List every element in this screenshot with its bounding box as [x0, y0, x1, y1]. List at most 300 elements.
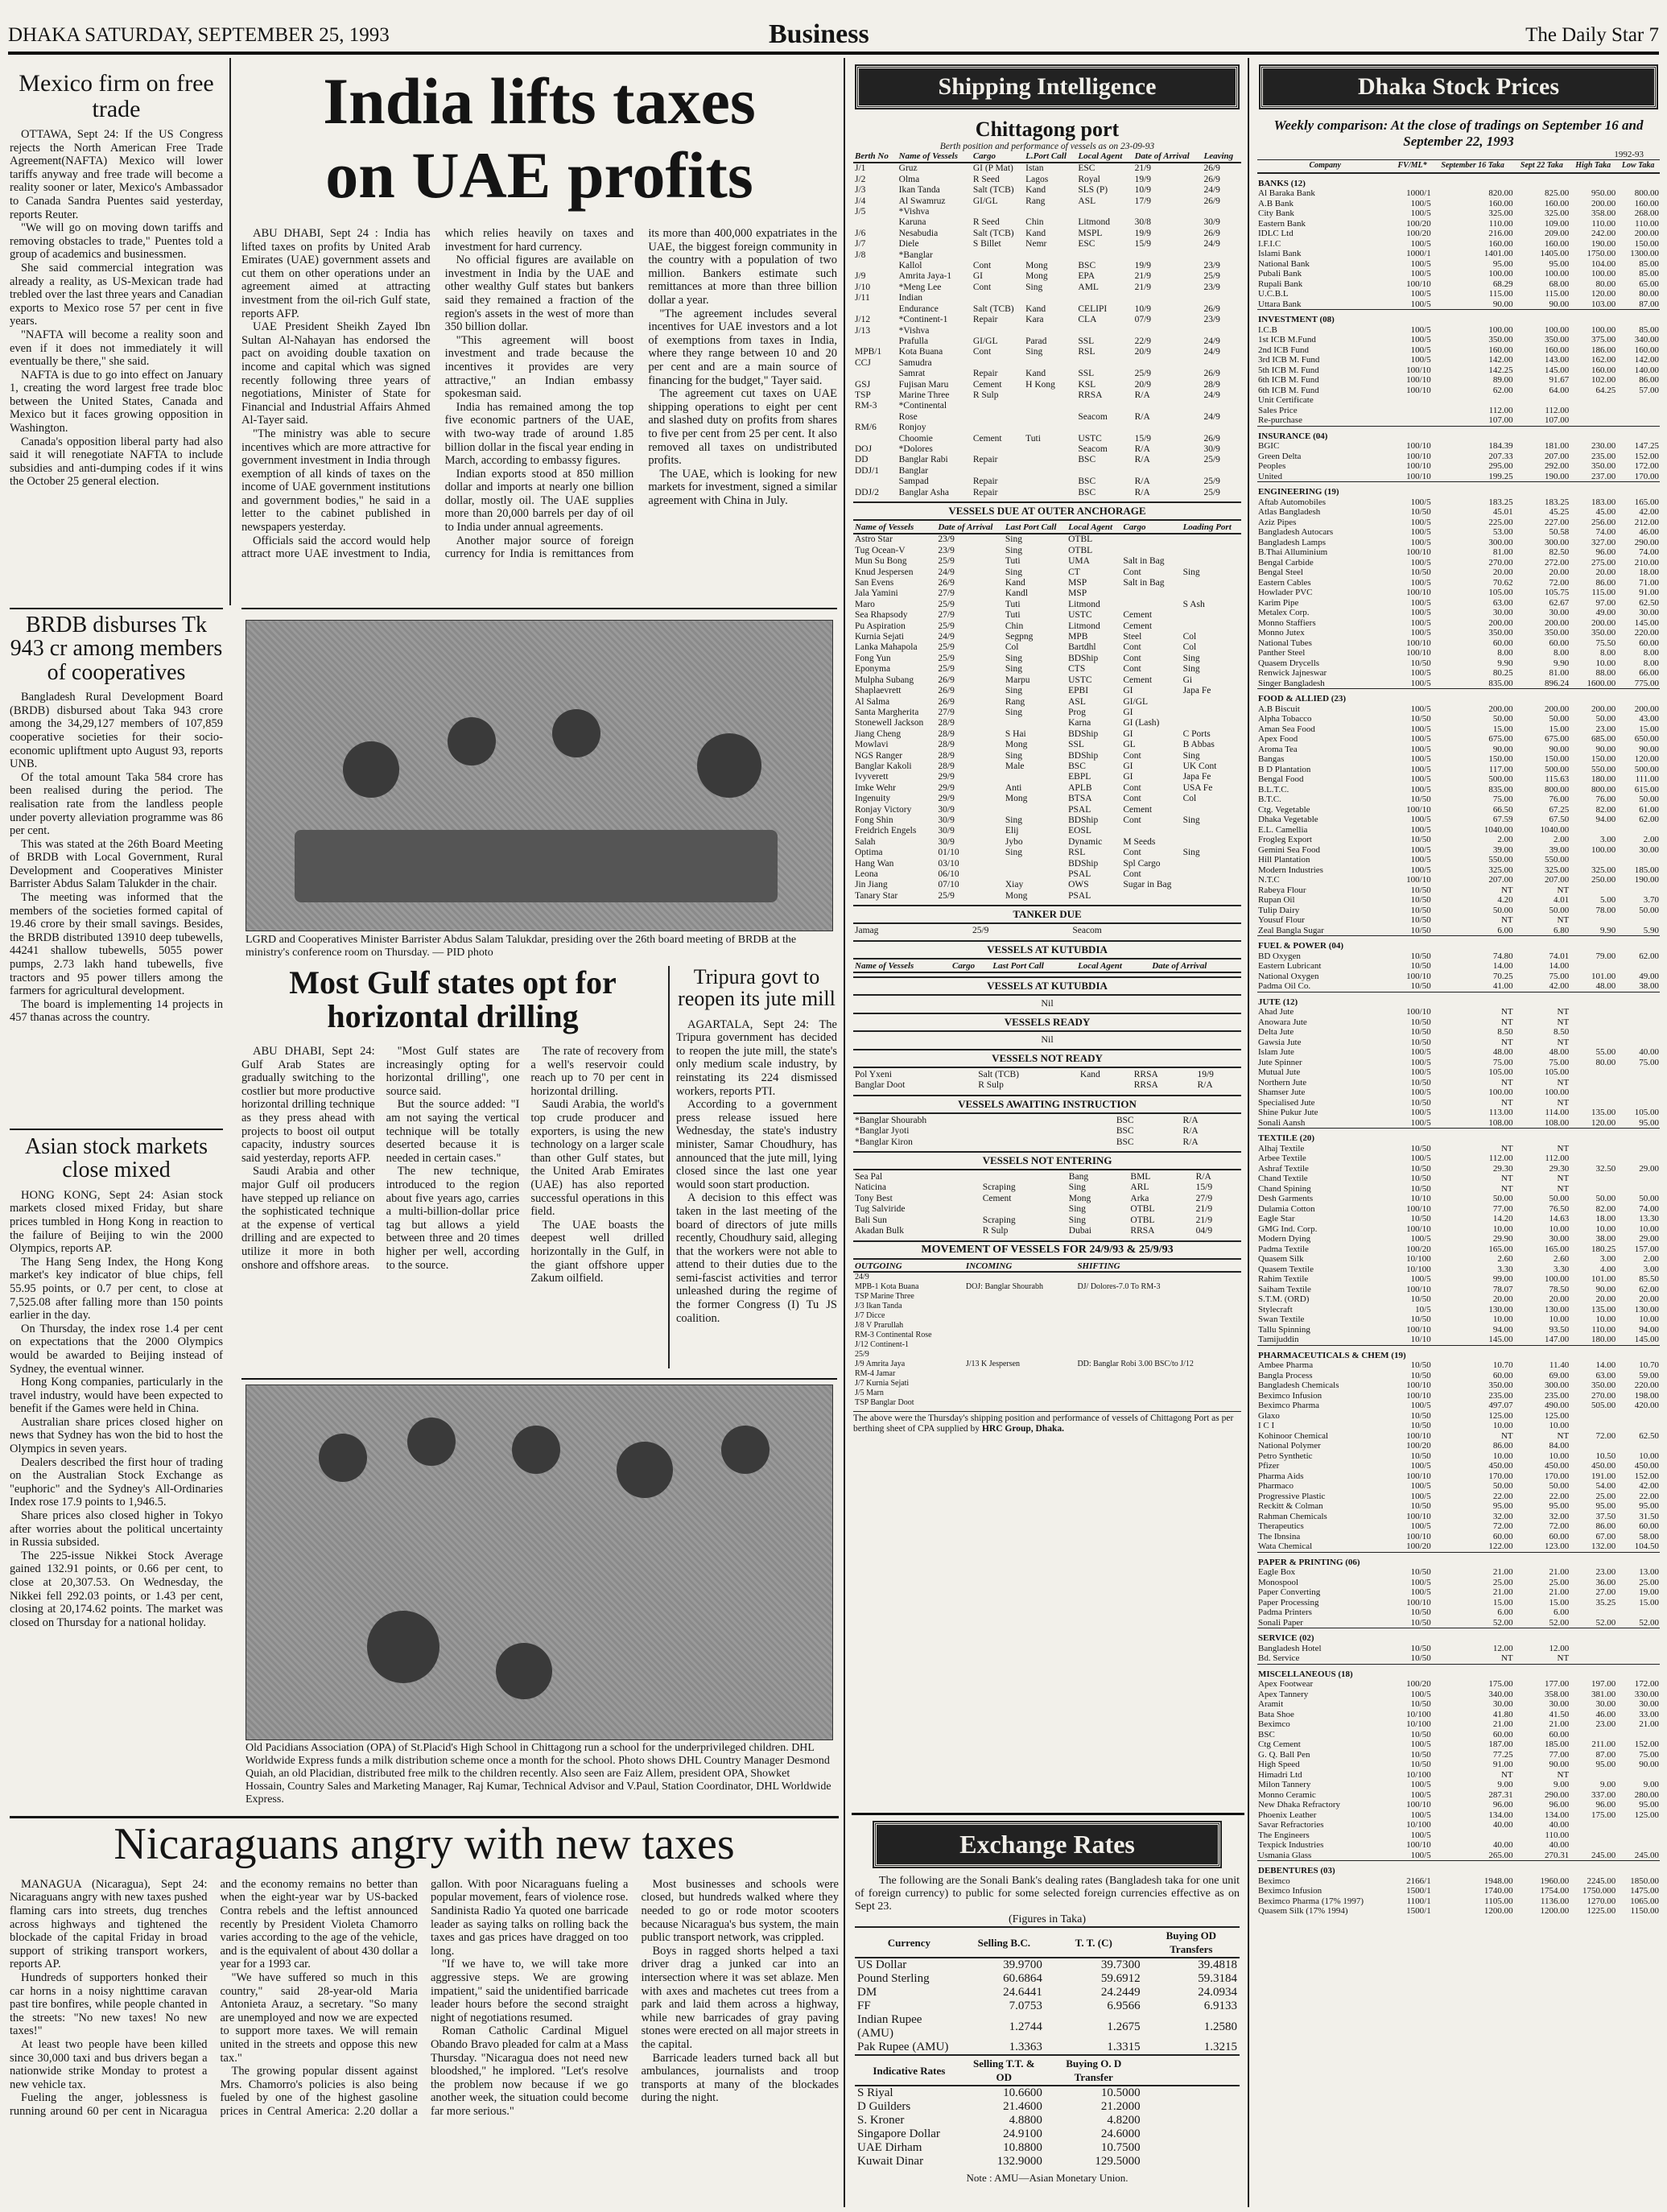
- divider: [668, 966, 670, 1368]
- table-cell: NT: [1557, 1017, 1570, 1027]
- table-row: [1257, 981, 1660, 992]
- table-cell: Mun Su Bong: [855, 556, 907, 567]
- table-cell: 53.00: [1492, 527, 1513, 537]
- table-row: [1257, 1098, 1660, 1108]
- table-cell: RRSA: [1133, 1070, 1158, 1080]
- table-cell: 207.33: [1488, 451, 1513, 461]
- table-cell: 212.00: [1634, 517, 1659, 527]
- table-cell: NT: [1557, 1769, 1570, 1780]
- table-cell: Stylecraft: [1258, 1304, 1293, 1314]
- table-cell: 60.00: [1549, 638, 1570, 648]
- table-cell: 1960.00: [1540, 1876, 1570, 1886]
- group-name: SERVICE (02): [1257, 1628, 1660, 1644]
- table-cell: 15/9: [1195, 1182, 1213, 1193]
- table-cell: 38.00: [1639, 981, 1659, 991]
- dse-title: Weekly comparison: At the close of tradings on September 16 and September 22, 1993: [1273, 118, 1644, 149]
- table-cell: [1570, 1098, 1616, 1108]
- table-row: [853, 654, 1241, 664]
- table-cell: [972, 423, 1024, 433]
- table-cell: Salt (TCB): [972, 303, 1014, 314]
- table-cell: 25/9: [855, 1349, 869, 1359]
- table-cell: 490.00: [1544, 1401, 1570, 1410]
- table-cell: 23.00: [1595, 1567, 1616, 1577]
- table-cell: Cement: [1123, 610, 1153, 621]
- table-cell: 15.00: [1492, 724, 1513, 734]
- table-cell: NT: [1500, 1017, 1513, 1027]
- table-cell: [1182, 891, 1241, 902]
- table-cell: Islami Bank: [1258, 249, 1302, 258]
- table-cell: 84.00: [1549, 1441, 1570, 1451]
- table-cell: R Sulp: [978, 1080, 1004, 1091]
- table-cell: 76.00: [1595, 794, 1616, 804]
- table-cell: 235.00: [1488, 1390, 1513, 1401]
- table-cell: 39.00: [1492, 844, 1513, 855]
- table-cell: Olma: [898, 174, 920, 184]
- table-cell: 36.00: [1595, 1577, 1616, 1587]
- table-cell: Spl Cargo: [1123, 858, 1161, 869]
- table-cell: S Riyal: [857, 2086, 893, 2099]
- table-cell: 105.00: [1544, 1067, 1570, 1077]
- table-cell: [1570, 1153, 1616, 1164]
- table-cell: GL: [1123, 740, 1136, 750]
- table-row: [853, 1070, 1241, 1080]
- table-row: [1257, 406, 1660, 416]
- table-cell: 100/10: [1406, 365, 1431, 375]
- table-cell: [1024, 326, 1076, 336]
- table-row: [1257, 1294, 1660, 1305]
- table-cell: 95.00: [1595, 1760, 1616, 1769]
- table-cell: 14.00: [1492, 961, 1513, 971]
- table-cell: 235.00: [1591, 451, 1616, 461]
- table-cell: Chin: [1025, 217, 1044, 228]
- table-cell: [1616, 1067, 1660, 1078]
- table-cell: 10/50: [1410, 1410, 1431, 1421]
- table-row: [1257, 785, 1660, 795]
- article-body: [10, 128, 223, 489]
- table-cell: R/A: [1134, 390, 1150, 400]
- table-cell: Bangladesh Hotel: [1258, 1643, 1322, 1653]
- table-row: [853, 1116, 1241, 1126]
- table-cell: J/7: [855, 239, 866, 250]
- table-cell: 28/9: [938, 761, 955, 771]
- table-cell: 115.00: [1545, 289, 1570, 299]
- table-cell: USTC: [1068, 675, 1092, 685]
- table-cell: B.Thai Alluminium: [1258, 547, 1328, 557]
- table-cell: [964, 1272, 1076, 1282]
- table-row: [853, 401, 1241, 411]
- table-cell: 95.00: [1595, 1501, 1616, 1511]
- table-row: [853, 336, 1241, 347]
- table-row: [1257, 1618, 1660, 1628]
- table-row: [1257, 588, 1660, 598]
- table-cell: J/7 Dicce: [855, 1310, 885, 1320]
- table-cell: [1024, 412, 1076, 423]
- table-cell: 95.00: [1639, 1501, 1659, 1511]
- table-cell: 23.00: [1595, 1719, 1616, 1729]
- table-cell: 100/10: [1406, 648, 1431, 658]
- table-cell: 105.00: [1488, 1067, 1513, 1077]
- table-cell: 57.00: [1639, 385, 1659, 395]
- table-cell: [1079, 1080, 1133, 1091]
- table-cell: 270.31: [1544, 1850, 1570, 1860]
- table-cell: 245.00: [1634, 1850, 1659, 1860]
- table-cell: Sing: [1005, 815, 1022, 825]
- outer-anchorage-title: VESSELS DUE AT OUTER ANCHORAGE: [853, 501, 1241, 521]
- table-cell: [1202, 401, 1241, 411]
- table-cell: 198.00: [1634, 1390, 1659, 1401]
- table-cell: [1616, 1653, 1660, 1664]
- table-cell: Samrat: [898, 369, 926, 379]
- table-row: [1257, 1521, 1660, 1532]
- table-cell: 14.20: [1492, 1214, 1513, 1224]
- table-cell: [1024, 401, 1076, 411]
- table-cell: 100/10: [1406, 875, 1431, 885]
- table-cell: Aroma Tea: [1258, 744, 1298, 754]
- table-row: [1257, 1204, 1660, 1215]
- table-row: [853, 455, 1241, 465]
- column-header: Date of Arrival: [1150, 961, 1241, 972]
- table-cell: R/A: [1134, 487, 1150, 497]
- table-cell: 8.50: [1497, 1027, 1513, 1037]
- table-cell: [1133, 466, 1203, 477]
- table-cell: 1136.00: [1540, 1896, 1570, 1906]
- table-cell: 90.00: [1549, 299, 1570, 309]
- table-cell: 675.00: [1488, 734, 1513, 744]
- table-cell: 100/5: [1410, 1491, 1431, 1501]
- table-cell: 325.00: [1591, 865, 1616, 875]
- table-cell: 10/50: [1410, 961, 1431, 971]
- table-cell: 99.00: [1492, 1274, 1513, 1284]
- table-cell: 10/50: [1410, 1037, 1431, 1047]
- group-name: BANKS (12): [1257, 173, 1660, 189]
- table-row: [1257, 1325, 1660, 1335]
- table-cell: 100/5: [1410, 628, 1431, 638]
- table-row: [1257, 1244, 1660, 1255]
- table-cell: 10/50: [1410, 1653, 1431, 1663]
- table-cell: UK Cont: [1182, 761, 1217, 771]
- table-cell: 3.00: [1643, 1264, 1659, 1274]
- table-cell: *Dolores: [898, 444, 933, 454]
- table-cell: 100/5: [1410, 774, 1431, 784]
- table-row: [1257, 1598, 1660, 1608]
- table-cell: 1000/1: [1406, 188, 1431, 198]
- table-cell: [1616, 1007, 1660, 1017]
- table-row: [1257, 835, 1660, 845]
- table-cell: 100.00: [1544, 1087, 1570, 1097]
- table-cell: 64.00: [1549, 385, 1570, 395]
- table-cell: 90.00: [1639, 1760, 1659, 1769]
- table-cell: 110.00: [1488, 218, 1513, 229]
- group-header: [1257, 1664, 1660, 1679]
- table-cell: 30/9: [1203, 217, 1220, 228]
- table-cell: 100/5: [1410, 198, 1431, 208]
- table-cell: [964, 1340, 1076, 1350]
- table-row: [1257, 754, 1660, 765]
- table-cell: 100/5: [1410, 1689, 1431, 1699]
- separator: [241, 1378, 837, 1380]
- table-cell: [1075, 1369, 1241, 1379]
- paragraph: The 225-issue Nikkei Stock Average gained 132.91 points, or 0.66 per cent, to close at 20,307.53. On Wednesday, the Nikkei fell 292.03 points, or 1.43 per cent, closing at 20,174.62 points. The market was closed on Thursday for a national holiday.: [10, 1549, 223, 1629]
- table-cell: 60.6864: [1003, 1972, 1042, 1985]
- table-cell: Banglar Rabi: [898, 455, 948, 465]
- table-cell: Bang: [1068, 1172, 1089, 1182]
- table-cell: 50.00: [1549, 714, 1570, 724]
- table-cell: *Banglar Kiron: [855, 1137, 913, 1147]
- table-cell: 26/9: [1203, 228, 1220, 238]
- article-gulf: [241, 966, 664, 1376]
- table-row: [1257, 1305, 1660, 1315]
- table-row: [1257, 1027, 1660, 1038]
- table-cell: [1076, 207, 1133, 217]
- table-cell: 20.00: [1595, 567, 1616, 577]
- table-cell: [1393, 415, 1431, 426]
- table-cell: Sing: [1182, 848, 1200, 858]
- table-cell: 130.00: [1544, 1304, 1570, 1314]
- table-cell: 325.00: [1488, 208, 1513, 218]
- table-cell: NT: [1500, 1183, 1513, 1194]
- table-row: [1257, 745, 1660, 755]
- table-cell: Sonali Aansh: [1258, 1117, 1306, 1128]
- table-cell: 14.00: [1595, 1360, 1616, 1370]
- table-cell: 20/9: [1134, 347, 1152, 357]
- table-cell: 100/5: [1410, 608, 1431, 617]
- table-cell: 85.00: [1639, 269, 1659, 279]
- table-cell: Singapore Dollar: [857, 2127, 940, 2140]
- table-cell: 197.00: [1591, 1679, 1616, 1689]
- table-cell: 100/5: [1410, 1810, 1431, 1820]
- table-cell: 30/9: [938, 815, 955, 825]
- table-cell: H Kong: [1025, 379, 1055, 390]
- table-cell: 100/5: [1410, 1739, 1431, 1749]
- table-row: [1257, 1194, 1660, 1204]
- headline: Tripura govt to reopen its jute mill: [678, 966, 836, 1011]
- table-row: [1257, 199, 1660, 209]
- table-cell: 200.00: [1591, 617, 1616, 628]
- table-row: [853, 271, 1241, 282]
- table-cell: 102.00: [1591, 375, 1616, 385]
- table-cell: *Banglar Jyoti: [855, 1126, 910, 1137]
- table-row: [1257, 1401, 1660, 1411]
- table-cell: Kota Buana: [898, 347, 943, 357]
- table-cell: Banglar Doot: [855, 1080, 906, 1091]
- table-cell: Elij: [1005, 826, 1019, 836]
- table-row: [1257, 1314, 1660, 1325]
- table-cell: Japa Fe: [1182, 772, 1211, 782]
- table-cell: Cont: [1123, 664, 1141, 675]
- table-cell: 40.00: [1639, 1047, 1659, 1057]
- table-cell: 29.00: [1639, 1163, 1659, 1174]
- table-cell: Monno Jutex: [1258, 628, 1305, 638]
- paragraph: The UAE, which is looking for new markets for investment, signed a similar agreement with China in July.: [648, 467, 837, 507]
- table-row: [853, 772, 1241, 782]
- table-cell: GI: [972, 271, 983, 282]
- table-row: [853, 423, 1241, 433]
- table-row: [853, 477, 1241, 487]
- table-cell: 835.00: [1488, 784, 1513, 794]
- table-cell: 105.00: [1488, 588, 1513, 597]
- table-cell: 165.00: [1488, 1244, 1513, 1254]
- photo-brdb-meeting: [246, 620, 833, 931]
- table-cell: 100/10: [1406, 1380, 1431, 1390]
- table-cell: Cont: [1123, 750, 1141, 761]
- table-cell: 24.6000: [1100, 2127, 1141, 2140]
- column-header: Berth No: [853, 151, 897, 163]
- table-row: [853, 326, 1241, 336]
- table-cell: [1057, 926, 1071, 936]
- table-cell: NT: [1500, 1097, 1513, 1108]
- group-header: [1257, 1861, 1660, 1876]
- table-cell: 300.00: [1544, 537, 1570, 547]
- table-cell: 100.00: [1544, 324, 1570, 335]
- dhaka-stock-prices: [1257, 64, 1660, 2207]
- table-cell: 06/10: [938, 869, 959, 879]
- table-cell: 72.00: [1492, 1521, 1513, 1531]
- table-cell: Rabeya Flour: [1258, 885, 1306, 895]
- column-header: Name of Vessels: [897, 151, 972, 163]
- paragraph: Officials said the accord would help attract more UAE investment to India, which relies heavily on taxes and investment for hard currency.: [241, 227, 634, 561]
- table-cell: 10/9: [1134, 185, 1152, 196]
- table-cell: 1200.00: [1540, 1906, 1570, 1916]
- table-cell: Arka: [1130, 1193, 1149, 1203]
- table-cell: 1040.00: [1540, 824, 1570, 835]
- table-cell: Sugar in Bag: [1123, 880, 1172, 890]
- table-cell: New Dhaka Refractory: [1258, 1800, 1341, 1810]
- table-cell: 112.00: [1488, 1153, 1513, 1163]
- table-cell: United: [1258, 471, 1282, 481]
- table-cell: 450.00: [1488, 1461, 1513, 1471]
- table-cell: 1040.00: [1483, 824, 1513, 835]
- table-cell: 63.00: [1595, 1370, 1616, 1380]
- table-cell: 100/20: [1406, 1244, 1431, 1254]
- paragraph: MANAGUA (Nicaragua), Sept 24: Nicaraguans angry with new taxes pushed flaming cars into streets, dug trenches across highways and tightened the blockade of the capital Friday in broad support of striking transport workers, reports AP.: [10, 1877, 208, 1971]
- table-cell: Dulamia Cotton: [1258, 1203, 1315, 1214]
- table-cell: Lagos: [1025, 174, 1049, 184]
- table-cell: Zeal Bangla Sugar: [1258, 925, 1324, 935]
- table-cell: MSPL: [1078, 228, 1103, 238]
- table-cell: 75.00: [1639, 1057, 1659, 1067]
- table-cell: 100/20: [1406, 1679, 1431, 1689]
- table-cell: 160.00: [1634, 198, 1659, 208]
- shipping-footnote: [853, 1411, 1241, 1434]
- table-cell: Petro Synthetic: [1258, 1451, 1313, 1461]
- paragraph: ABU DHABI, Sept 24 : India has lifted taxes on profits by United Arab Emirates (UAE) government assets and cut them on other operations under an agreement aimed at attracting investment from the oil-rich Gulf state, reports AFP.: [241, 227, 431, 320]
- table-cell: 10.70: [1492, 1360, 1513, 1370]
- table-cell: 24.0934: [1198, 1986, 1237, 1999]
- table-row: [1257, 1886, 1660, 1896]
- table-cell: [1182, 718, 1241, 728]
- table-cell: [1182, 859, 1241, 869]
- table-cell: 50.58: [1549, 527, 1570, 537]
- table-cell: 28/9: [1203, 379, 1220, 390]
- table-cell: 25/9: [938, 556, 955, 567]
- table-cell: 147.25: [1634, 441, 1659, 451]
- table-cell: 100/10: [1406, 385, 1431, 395]
- group-name: TEXTILE (20): [1257, 1129, 1660, 1144]
- table-cell: [1075, 1272, 1241, 1282]
- table-cell: [1616, 415, 1660, 426]
- table-cell: Desh Garments: [1258, 1194, 1314, 1203]
- table-row: [853, 412, 1241, 423]
- table-row: [853, 1272, 1241, 1282]
- table-cell: 74.00: [1639, 1203, 1659, 1214]
- table-cell: Ronjoy: [898, 423, 926, 433]
- table-cell: Mong: [1005, 794, 1028, 804]
- table-cell: 100.00: [1488, 1087, 1513, 1097]
- photo-caption: LGRD and Cooperatives Minister Barrister Abdus Salam Talukdar, presiding over the 26th board meeting of BRDB at the ministry's conference room on Thursday. — PID photo: [246, 934, 797, 959]
- table-cell: National Tubes: [1258, 638, 1312, 648]
- table-cell: R/A: [1182, 1137, 1199, 1147]
- paragraph: Boys in ragged shorts helped a taxi driver drag a junked car into an intersection where it was set ablaze. Men with axes and machetes cut trees from a park and laid them across a highway, while new barricades of gray paving stones were erected on all major streets in the capital.: [641, 1944, 839, 2051]
- section-name: Business: [769, 19, 869, 49]
- table-cell: Repair: [972, 487, 998, 497]
- table-cell: Istan: [1025, 163, 1044, 174]
- table-cell: 220.00: [1634, 628, 1659, 638]
- table-cell: 1500/1: [1406, 1906, 1431, 1916]
- table-cell: [1094, 1137, 1104, 1148]
- table-cell: 48.00: [1492, 1047, 1513, 1057]
- table-cell: Col: [1182, 642, 1197, 653]
- table-cell: Cont: [1123, 794, 1141, 804]
- column-header: SHIFTING: [1075, 1261, 1241, 1272]
- table-cell: 20.00: [1639, 1294, 1659, 1304]
- table-cell: 30/8: [1134, 217, 1152, 228]
- table-row: [1257, 855, 1660, 865]
- table-cell: 100/10: [1406, 1430, 1431, 1441]
- table-row: [1257, 1532, 1660, 1542]
- table-cell: 86.00: [1639, 375, 1659, 385]
- table-cell: E.L. Camellia: [1258, 824, 1308, 835]
- paragraph: Canada's opposition liberal party had also said it will renegotiate NAFTA to include subsidies and anti-dumping codes if it wins the October 25 general election.: [10, 435, 223, 489]
- table-row: [853, 837, 1241, 848]
- table-cell: ASL: [1078, 196, 1096, 206]
- table-cell: 10.00: [1595, 658, 1616, 668]
- table-cell: 90.00: [1595, 1284, 1616, 1294]
- table-row: [1257, 1876, 1660, 1887]
- table-cell: 77.00: [1549, 1749, 1570, 1760]
- paragraph: The new technique, introduced to the region about five years ago, carries a multi-billion-dollar price tag but allows a yield between three and 20 times higher per well, according to the source.: [386, 1165, 520, 1272]
- table-cell: 209.00: [1544, 229, 1570, 238]
- table-cell: 216.00: [1488, 229, 1513, 238]
- table-cell: 270.00: [1488, 557, 1513, 567]
- table-cell: Litmond: [1068, 599, 1100, 609]
- table-cell: Col: [1005, 642, 1019, 653]
- table-cell: CLA: [1078, 315, 1097, 325]
- table-cell: 22.00: [1639, 1491, 1659, 1501]
- table-cell: Salt (TCB): [972, 228, 1014, 238]
- table-cell: Scraping: [982, 1215, 1016, 1225]
- table-cell: 23.00: [1595, 724, 1616, 734]
- table-cell: 26/9: [1203, 303, 1220, 314]
- table-cell: Milon Tannery: [1258, 1780, 1311, 1789]
- table-row: [1257, 567, 1660, 578]
- table-cell: Shaplaevrett: [855, 686, 902, 696]
- table-cell: Bali Sun: [855, 1215, 887, 1225]
- table-row: [853, 740, 1241, 750]
- table-cell: [1182, 546, 1241, 556]
- table-cell: MSP: [1068, 578, 1087, 588]
- table-cell: 190.00: [1591, 238, 1616, 249]
- table-row: [1257, 1431, 1660, 1442]
- table-row: [1257, 714, 1660, 724]
- table-cell: 14.00: [1549, 961, 1570, 971]
- table-cell: 145.00: [1634, 617, 1659, 628]
- table-cell: 25/9: [938, 599, 955, 609]
- table-cell: National Bank: [1258, 258, 1310, 269]
- table-cell: 94.00: [1492, 1324, 1513, 1335]
- table-cell: 67.00: [1595, 1531, 1616, 1541]
- table-row: [1257, 815, 1660, 825]
- table-cell: [1024, 358, 1076, 369]
